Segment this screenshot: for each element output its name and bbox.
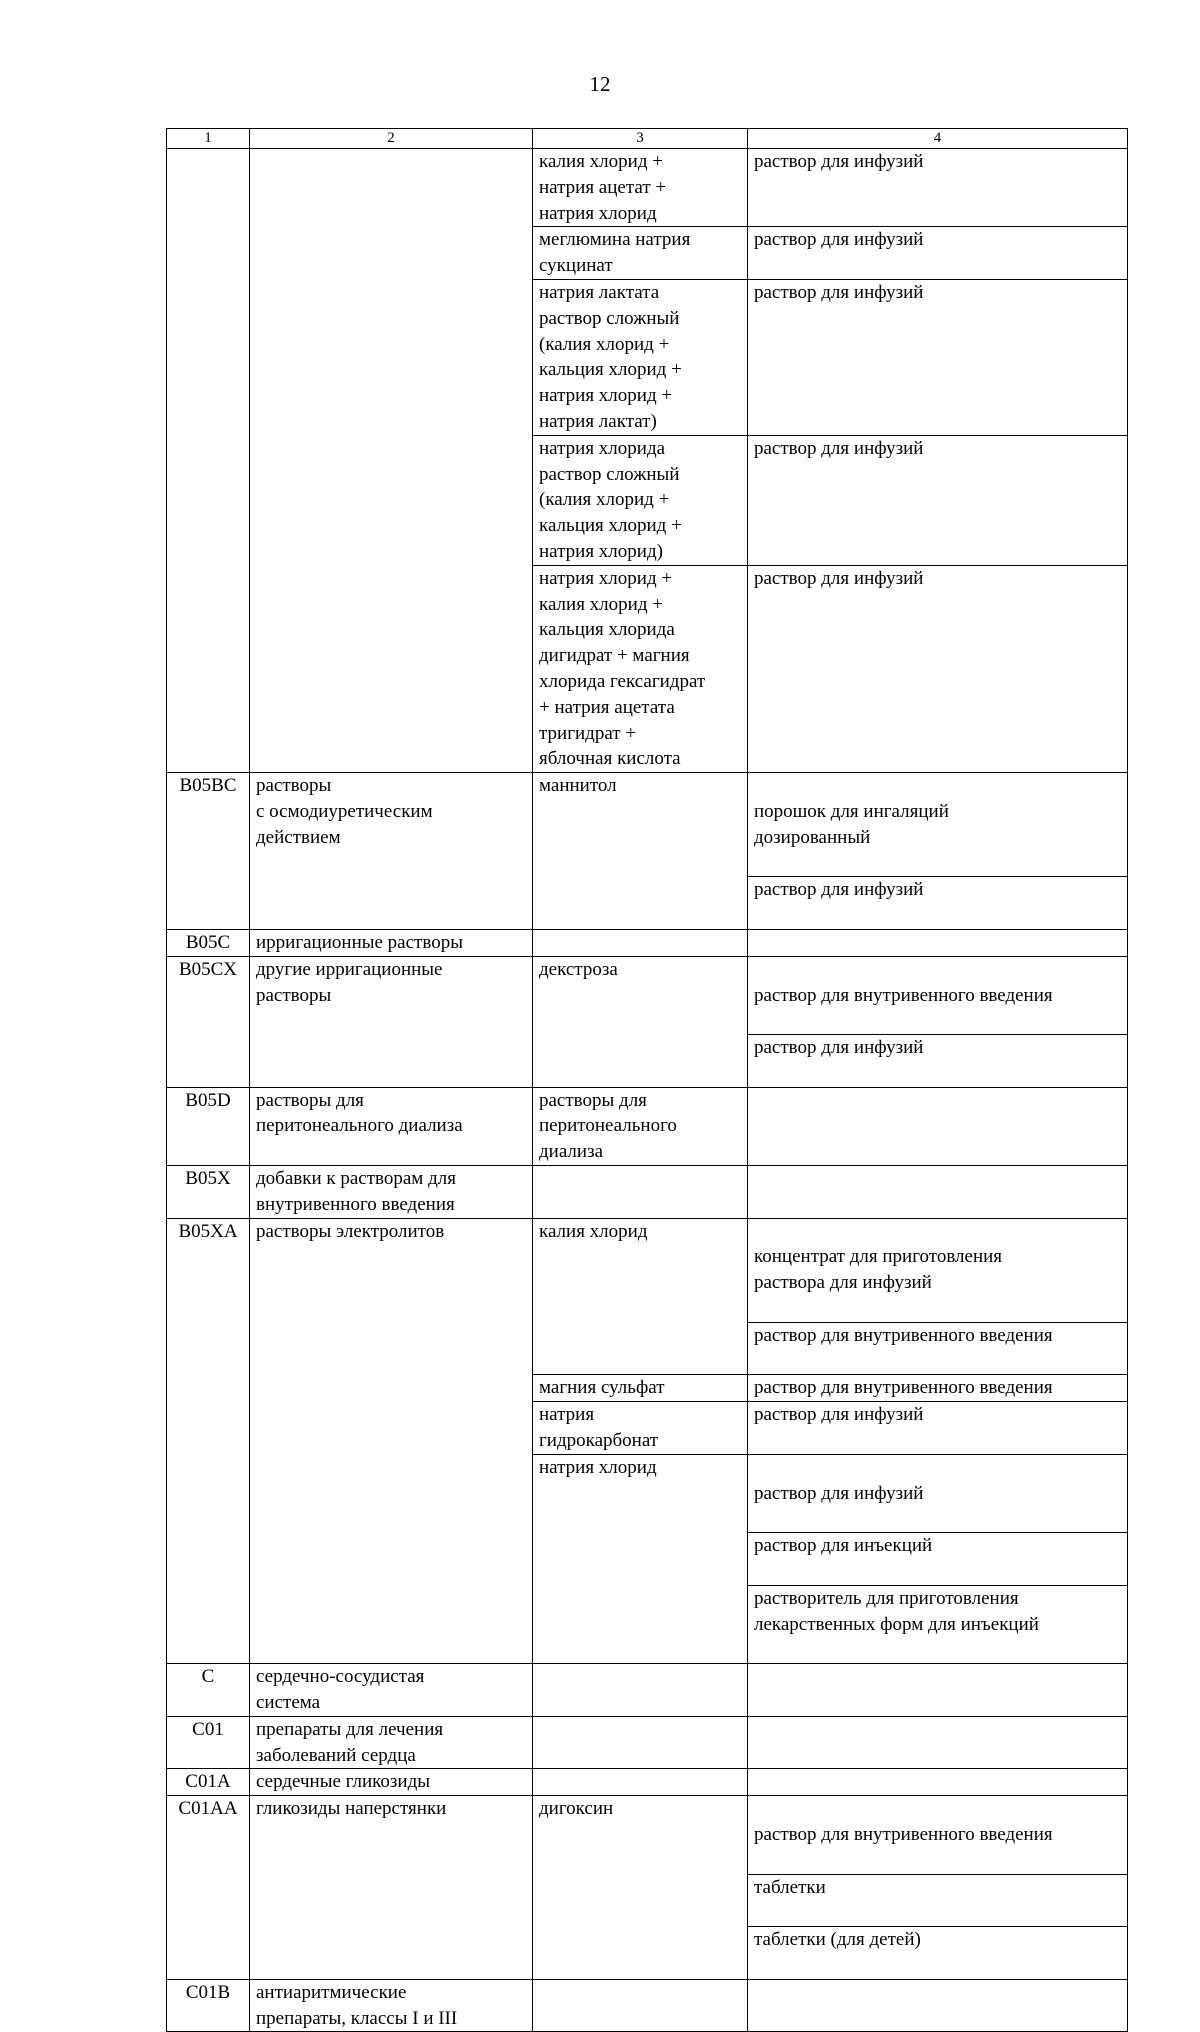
substance-cell: [533, 929, 748, 956]
substance-cell: натрия хлорид + калия хлорид + кальция хлорида дигидрат + магния хлорида гексагидрат + натрия ацетата тригидрат + яблочная кислота: [533, 565, 748, 772]
column-number: 2: [250, 129, 533, 149]
column-number: 1: [167, 129, 250, 149]
substance-cell: дигоксин: [533, 1796, 748, 1980]
dosage-form-cell: [748, 956, 1128, 1087]
dosage-form-cell: [748, 1454, 1128, 1663]
substance-cell: натрия хлорида раствор сложный (калия хлорид + кальция хлорид + натрия хлорид): [533, 435, 748, 565]
dosage-form-cell: [748, 773, 1128, 930]
dosage-form-cell: [748, 1664, 1128, 1717]
column-number: 4: [748, 129, 1128, 149]
dosage-form: таблетки (для детей): [748, 1926, 1127, 1953]
dosage-form-cell: раствор для инфузий: [748, 279, 1128, 435]
atc-group-name-cell: [250, 149, 533, 773]
dosage-form: растворитель для приготовления лекарственных форм для инъекций: [748, 1585, 1127, 1638]
atc-group-name-cell: растворы электролитов: [250, 1218, 533, 1664]
dosage-form-cell: [748, 1716, 1128, 1769]
atc-group-name-cell: гликозиды наперстянки: [250, 1796, 533, 1980]
table-row: [167, 1087, 1128, 1165]
table-row: [167, 1769, 1128, 1796]
atc-code-cell: B05C: [167, 929, 250, 956]
substance-cell: маннитол: [533, 773, 748, 930]
drug-list-table: [166, 128, 1128, 2032]
atc-code-cell: B05CX: [167, 956, 250, 1087]
atc-code-cell: C: [167, 1664, 250, 1717]
substance-cell: [533, 1769, 748, 1796]
substance-cell: натрия хлорид: [533, 1454, 748, 1663]
atc-group-name-cell: препараты для лечения заболеваний сердца: [250, 1716, 533, 1769]
atc-group-name-cell: добавки к растворам для внутривенного введения: [250, 1166, 533, 1219]
table-row: [167, 1218, 1128, 1375]
atc-code-cell: B05BC: [167, 773, 250, 930]
substance-cell: [533, 1979, 748, 2032]
atc-code-cell: B05D: [167, 1087, 250, 1165]
table-row: [167, 773, 1128, 930]
atc-group-name-cell: ирригационные растворы: [250, 929, 533, 956]
substance-cell: [533, 1716, 748, 1769]
table-row: [167, 149, 1128, 227]
dosage-form: раствор для инъекций: [748, 1532, 1127, 1559]
dosage-form-cell: [748, 1166, 1128, 1219]
atc-group-name-cell: антиаритмические препараты, классы I и III: [250, 1979, 533, 2032]
table-row: [167, 1166, 1128, 1219]
dosage-form-cell: раствор для инфузий: [748, 149, 1128, 227]
dosage-form-cell: [748, 929, 1128, 956]
table-row: [167, 1716, 1128, 1769]
atc-code-cell: C01: [167, 1716, 250, 1769]
atc-group-name-cell: сердечные гликозиды: [250, 1769, 533, 1796]
atc-group-name-cell: другие ирригационные растворы: [250, 956, 533, 1087]
substance-cell: калия хлорид + натрия ацетат + натрия хлорид: [533, 149, 748, 227]
dosage-form-cell: раствор для инфузий: [748, 565, 1128, 772]
dosage-form: раствор для инфузий: [748, 1034, 1127, 1061]
atc-group-name-cell: растворы для перитонеального диализа: [250, 1087, 533, 1165]
atc-code-cell: C01A: [167, 1769, 250, 1796]
table-row: [167, 929, 1128, 956]
atc-code-cell: C01B: [167, 1979, 250, 2032]
column-number: 3: [533, 129, 748, 149]
substance-cell: [533, 1166, 748, 1219]
dosage-form-cell: [748, 1769, 1128, 1796]
substance-cell: калия хлорид: [533, 1218, 748, 1375]
dosage-form: концентрат для приготовления раствора для инфузий: [754, 1246, 1003, 1294]
table-row: [167, 1796, 1128, 1980]
substance-cell: магния сульфат: [533, 1375, 748, 1402]
substance-cell: растворы для перитонеального диализа: [533, 1087, 748, 1165]
dosage-form-cell: [748, 1218, 1128, 1375]
table-row: [167, 1664, 1128, 1717]
column-number-row: [167, 129, 1128, 149]
dosage-form-cell: раствор для инфузий: [748, 227, 1128, 280]
substance-cell: [533, 1664, 748, 1717]
dosage-form: раствор для внутривенного введения: [754, 1824, 1053, 1845]
dosage-form: раствор для внутривенного введения: [748, 1322, 1127, 1349]
dosage-form: порошок для ингаляций дозированный: [754, 800, 949, 848]
dosage-form-cell: раствор для инфузий: [748, 435, 1128, 565]
table-row: [167, 1979, 1128, 2032]
atc-code-cell: B05XA: [167, 1218, 250, 1664]
dosage-form-cell: [748, 1979, 1128, 2032]
atc-code-cell: B05X: [167, 1166, 250, 1219]
dosage-form: раствор для инфузий: [754, 1482, 924, 1504]
dosage-form-cell: [748, 1087, 1128, 1165]
atc-group-name-cell: сердечно-сосудистая система: [250, 1664, 533, 1717]
substance-cell: декстроза: [533, 956, 748, 1087]
table-row: [167, 956, 1128, 1087]
substance-cell: натрия гидрокарбонат: [533, 1402, 748, 1455]
atc-group-name-cell: растворы с осмодиуретическим действием: [250, 773, 533, 930]
dosage-form: раствор для внутривенного введения: [754, 984, 1053, 1006]
substance-cell: натрия лактата раствор сложный (калия хлорид + кальция хлорид + натрия хлорид + натрия лактат): [533, 279, 748, 435]
substance-cell: меглюмина натрия сукцинат: [533, 227, 748, 280]
dosage-form-cell: раствор для внутривенного введения: [748, 1375, 1128, 1402]
atc-code-cell: C01AA: [167, 1796, 250, 1980]
atc-code-cell: [167, 149, 250, 773]
dosage-form-cell: [748, 1796, 1128, 1980]
dosage-form: таблетки: [748, 1874, 1127, 1901]
dosage-form: раствор для инфузий: [748, 876, 1127, 903]
dosage-form-cell: раствор для инфузий: [748, 1402, 1128, 1455]
page-number: 12: [589, 72, 611, 96]
